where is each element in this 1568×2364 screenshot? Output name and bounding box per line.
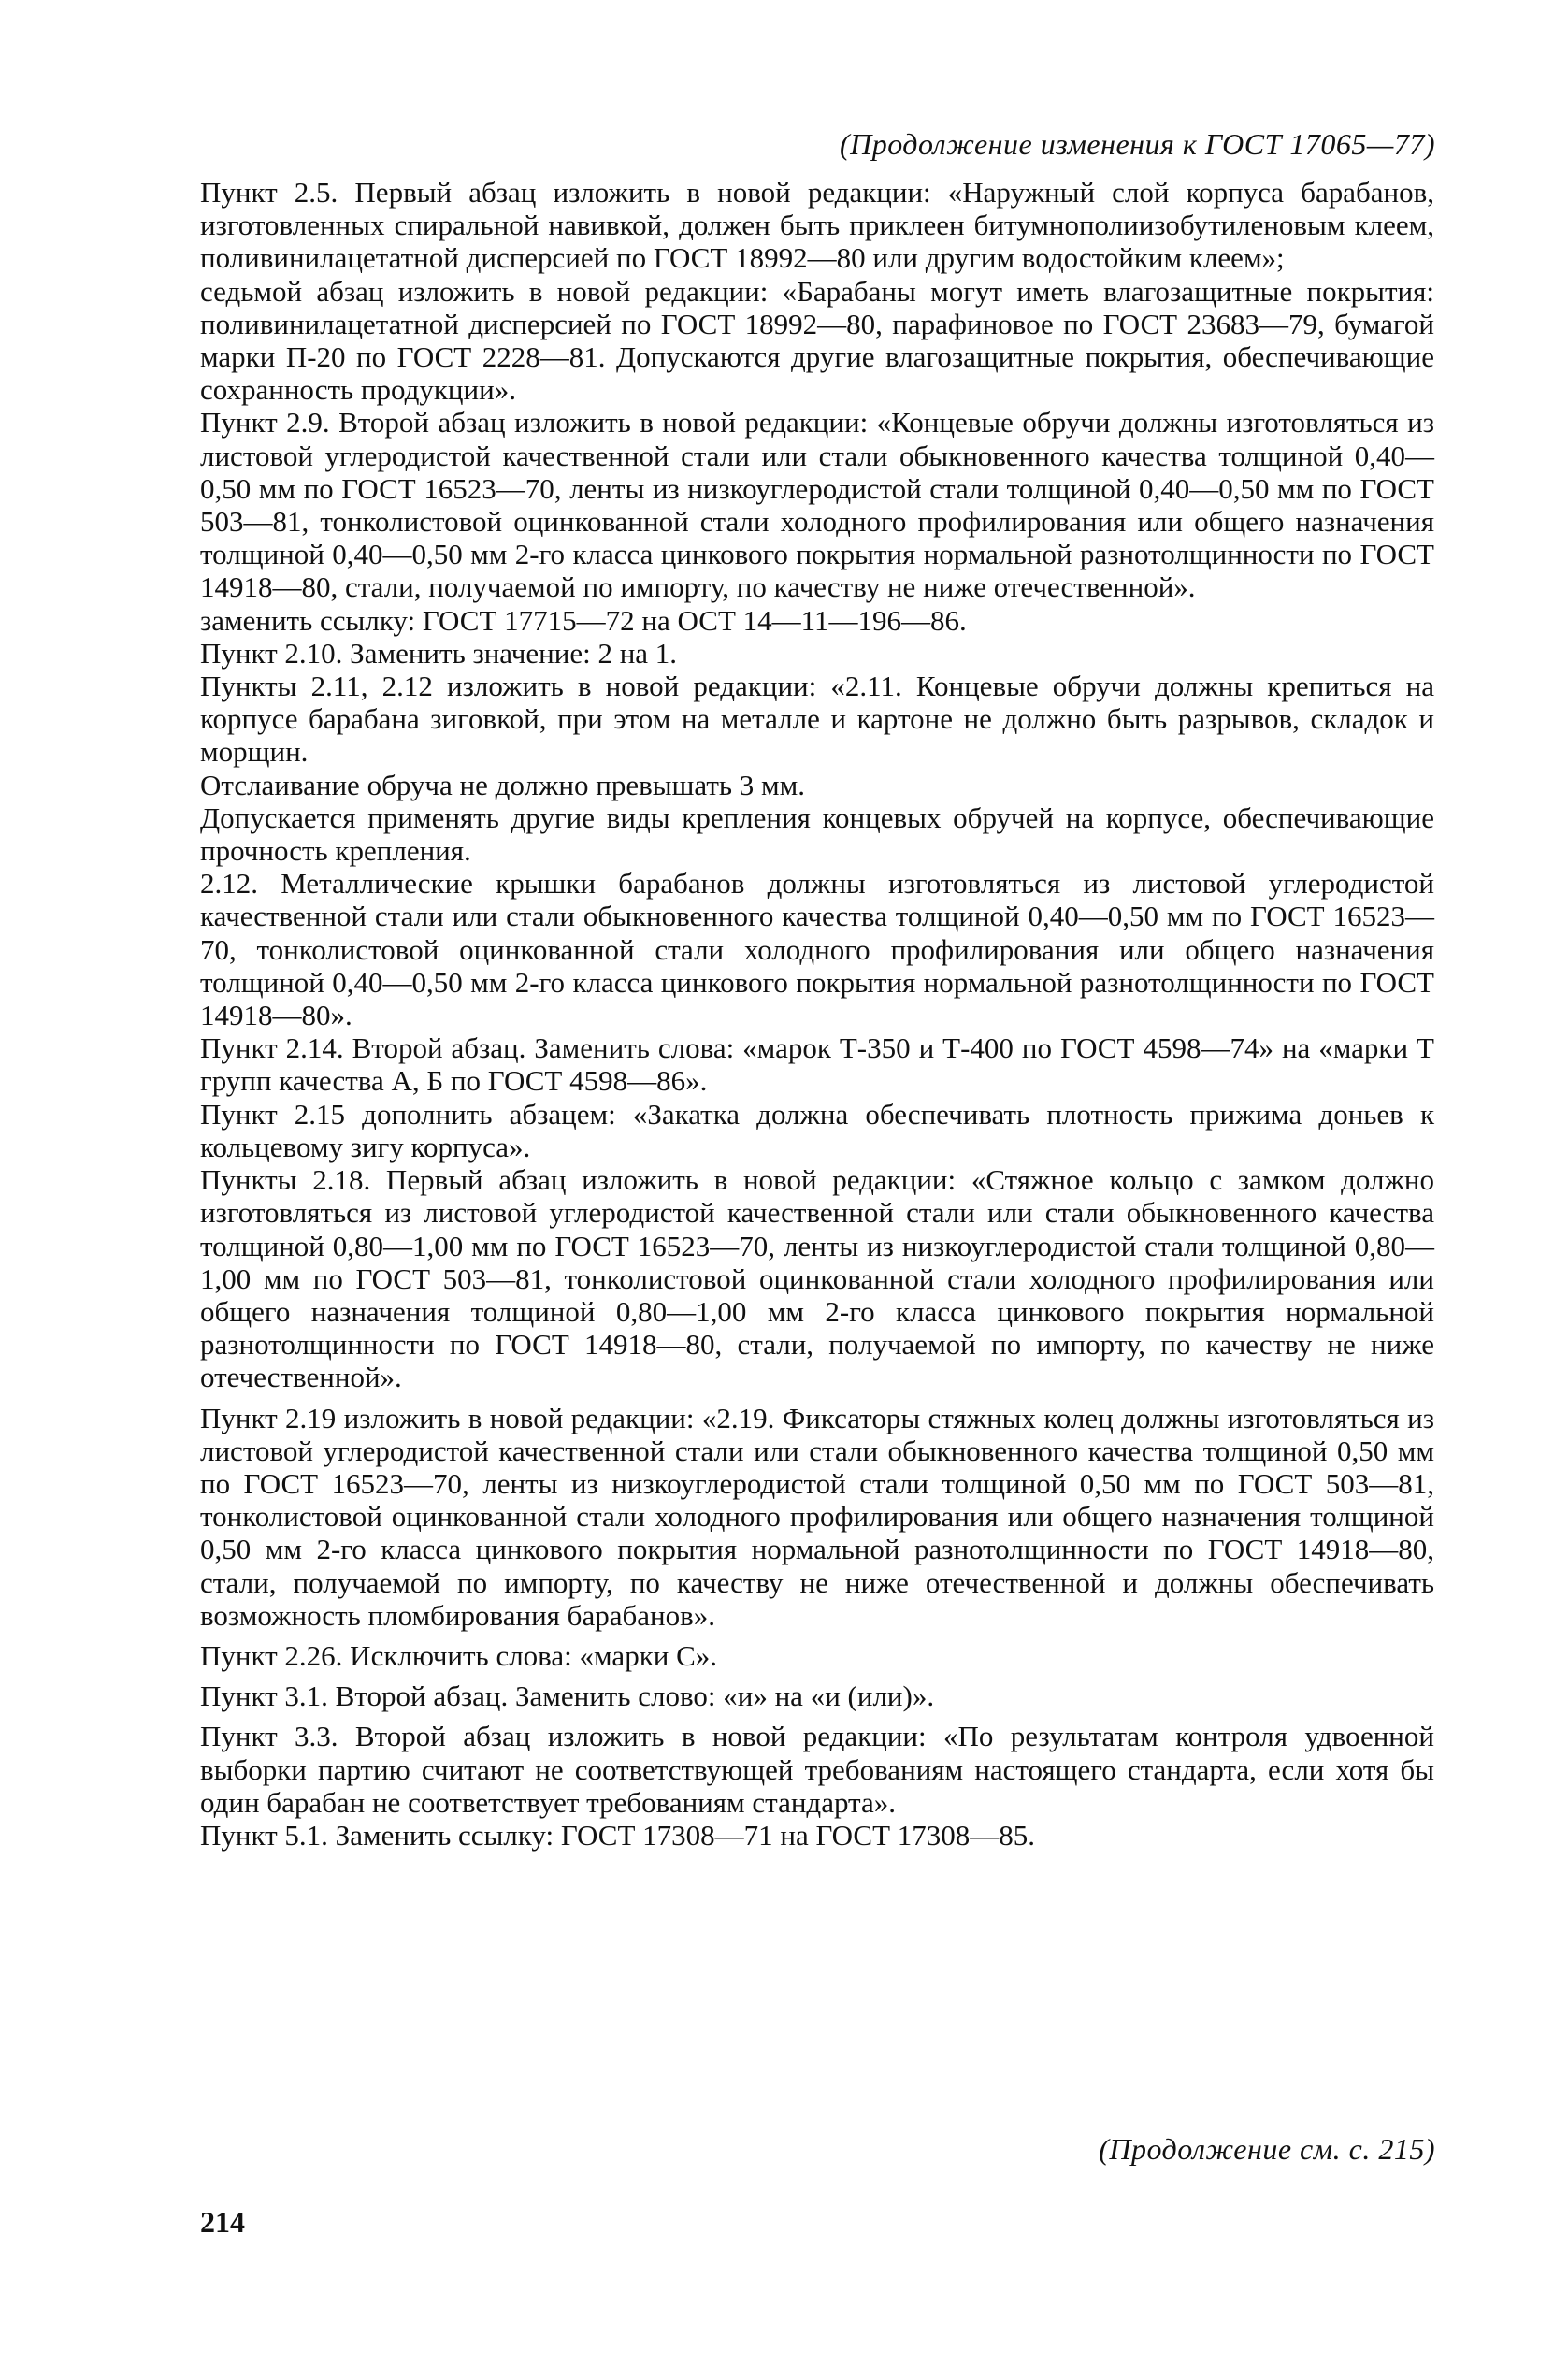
continuation-note: (Продолжение см. с. 215): [1099, 2132, 1435, 2166]
paragraph: заменить ссылку: ГОСТ 17715—72 на ОСТ 14—11—196—86.: [200, 603, 967, 637]
document-body: [200, 176, 1434, 1852]
paragraph: Допускается применять другие виды крепления концевых обручей на корпусе, обеспечивающие прочность крепления.: [200, 800, 1434, 868]
paragraph: Пункт 2.10. Заменить значение: 2 на 1.: [200, 636, 678, 670]
paragraph: Пункты 2.11, 2.12 изложить в новой редакции: «2.11. Концевые обручи должны крепиться на корпусе барабана зиговкой, при этом на металле и картоне не должно быть разрывов, складок и морщин.: [200, 670, 1434, 769]
paragraph: Пункт 2.19 изложить в новой редакции: «2.19. Фиксаторы стяжных колец должны изготовляться из листовой углеродистой качественной стали или стали обыкновенного качества толщиной 0,50 мм по ГОСТ 16523—70, ленты из низкоуглеродистой стали толщиной 0,50 мм по ГОСТ 503—81, тонколистовой оцинкованной стали холодного профилирования или общего назначения толщиной 0,50 мм 2-го класса цинкового покрытия нормальной разнотолщинности по ГОСТ 14918—80, стали, получаемой по импорту, по качеству не ниже отечественной и должны обеспечивать возможность пломбирования барабанов».: [200, 1401, 1434, 1632]
paragraph: Пункт 3.3. Второй абзац изложить в новой редакции: «По результатам контроля удвоенной выборки партию считают не соответствующей требованиям настоящего стандарта, если хотя бы один барабан не соответствует требованиям стандарта».: [200, 1720, 1434, 1819]
paragraph: Пункт 5.1. Заменить ссылку: ГОСТ 17308—71 на ГОСТ 17308—85.: [200, 1818, 1036, 1852]
paragraph: Пункт 2.26. Исключить слова: «марки С».: [200, 1638, 718, 1672]
paragraph: Пункт 2.9. Второй абзац изложить в новой редакции: «Концевые обручи должны изготовляться из листовой углеродистой качественной стали или стали обыкновенного качества толщиной 0,40—0,50 мм по ГОСТ 16523—70, ленты из низкоуглеродистой стали толщиной 0,40—0,50 мм по ГОСТ 503—81, тонколистовой оцинкованной стали холодного профилирования или общего назначения толщиной 0,40—0,50 мм 2-го класса цинкового покрытия нормальной разнотолщинности по ГОСТ 14918—80, стали, получаемой по импорту, по качеству не ниже отечественной».: [200, 406, 1434, 604]
paragraph: Пункт 3.1. Второй абзац. Заменить слово: «и» на «и (или)».: [200, 1679, 935, 1713]
paragraph: Пункты 2.18. Первый абзац изложить в новой редакции: «Стяжное кольцо с замком должно изготовляться из листовой углеродистой качественной стали или стали обыкновенного качества толщиной 0,80—1,00 мм по ГОСТ 16523—70, ленты из низкоуглеродистой стали толщиной 0,80—1,00 мм по ГОСТ 503—81, тонколистовой оцинкованной стали холодного профилирования или общего назначения толщиной 0,80—1,00 мм 2-го класса цинкового покрытия нормальной разнотолщинности по ГОСТ 14918—80, стали, получаемой по импорту, по качеству не ниже отечественной».: [200, 1163, 1434, 1394]
paragraph: Пункт 2.15 дополнить абзацем: «Закатка должна обеспечивать плотность прижима доньев к кольцевому зигу корпуса».: [200, 1097, 1434, 1163]
paragraph: Отслаивание обруча не должно превышать 3 мм.: [200, 768, 806, 801]
paragraph: Пункт 2.14. Второй абзац. Заменить слова: «марок Т-350 и Т-400 по ГОСТ 4598—74» на «марки Т групп качества А, Б по ГОСТ 4598—86».: [200, 1031, 1434, 1098]
paragraph: седьмой абзац изложить в новой редакции: «Барабаны могут иметь влагозащитные покрытия: поливинилацетатной дисперсией по ГОСТ 18992—80, парафиновое по ГОСТ 23683—79, бумагой марки П-20 по ГОСТ 2228—81. Допускаются другие влагозащитные покрытия, обеспечивающие сохранность продукции».: [200, 274, 1434, 407]
page-header: (Продолжение изменения к ГОСТ 17065—77): [839, 127, 1435, 161]
paragraph: 2.12. Металлические крышки барабанов должны изготовляться из листовой углеродистой качественной стали или стали обыкновенного качества толщиной 0,40—0,50 мм по ГОСТ 16523—70, тонколистовой оцинкованной стали холодного профилирования или общего назначения толщиной 0,40—0,50 мм 2-го класса цинкового покрытия нормальной разнотолщинности по ГОСТ 14918—80».: [200, 867, 1434, 1032]
page-number: 214: [200, 2205, 245, 2239]
paragraph: Пункт 2.5. Первый абзац изложить в новой редакции: «Наружный слой корпуса барабанов, изготовленных спиральной навивкой, должен быть приклеен битумнополиизобутиленовым клеем, поливинилацетатной дисперсией по ГОСТ 18992—80 или другим водостойким клеем»;: [200, 176, 1434, 275]
